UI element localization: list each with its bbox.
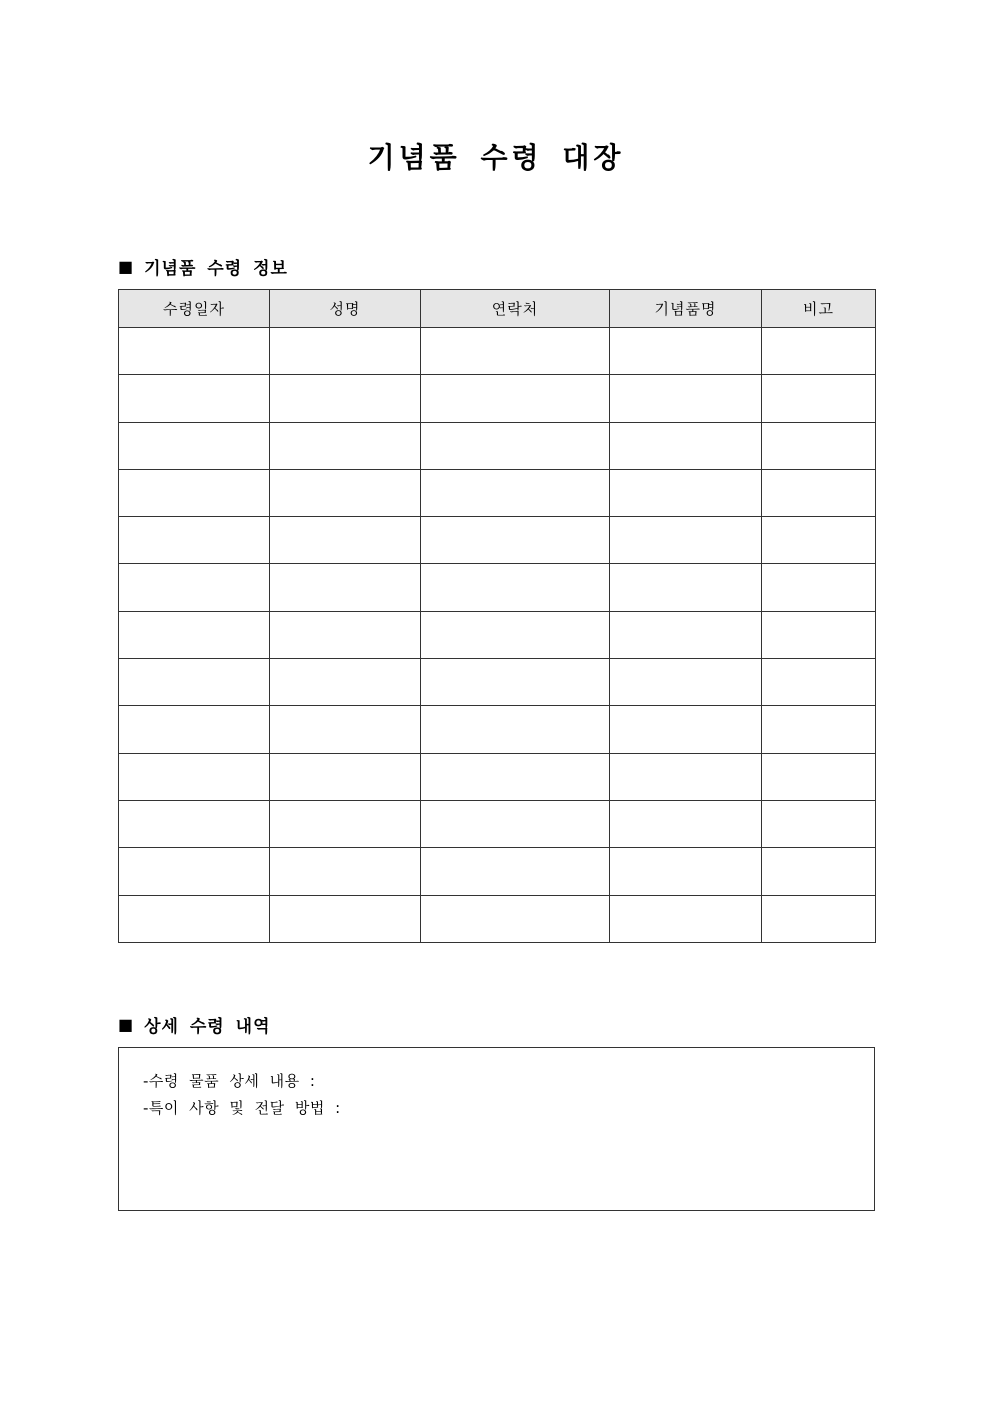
contact-cell[interactable] [421, 564, 610, 611]
contact-cell[interactable] [421, 800, 610, 847]
name-cell[interactable] [270, 375, 421, 422]
name-cell[interactable] [270, 422, 421, 469]
date-cell[interactable] [119, 517, 270, 564]
name-cell[interactable] [270, 848, 421, 895]
table-row [119, 422, 876, 469]
note-cell[interactable] [762, 659, 876, 706]
table-row [119, 328, 876, 375]
note-cell[interactable] [762, 328, 876, 375]
name-cell[interactable] [270, 659, 421, 706]
item-cell[interactable] [610, 848, 762, 895]
item-cell[interactable] [610, 328, 762, 375]
name-cell[interactable] [270, 706, 421, 753]
section-heading-label: 기념품 수령 정보 [144, 259, 288, 279]
header-item: 기념품명 [610, 290, 762, 328]
date-cell[interactable] [119, 800, 270, 847]
item-cell[interactable] [610, 706, 762, 753]
date-cell[interactable] [119, 469, 270, 516]
date-cell[interactable] [119, 659, 270, 706]
document-title: 기념품 수령 대장 [367, 141, 625, 174]
note-cell[interactable] [762, 753, 876, 800]
date-cell[interactable] [119, 611, 270, 658]
note-cell[interactable] [762, 706, 876, 753]
square-bullet-icon: ■ [118, 257, 135, 276]
date-cell[interactable] [119, 753, 270, 800]
table-row [119, 706, 876, 753]
item-cell[interactable] [610, 517, 762, 564]
date-cell[interactable] [119, 564, 270, 611]
note-cell[interactable] [762, 422, 876, 469]
header-contact: 연락처 [421, 290, 610, 328]
section-heading-details [118, 1012, 271, 1037]
contact-cell[interactable] [421, 517, 610, 564]
table-row [119, 800, 876, 847]
name-cell[interactable] [270, 517, 421, 564]
contact-cell[interactable] [421, 328, 610, 375]
contact-cell[interactable] [421, 753, 610, 800]
table-row [119, 375, 876, 422]
item-cell[interactable] [610, 375, 762, 422]
item-cell[interactable] [610, 753, 762, 800]
name-cell[interactable] [270, 800, 421, 847]
date-cell[interactable] [119, 848, 270, 895]
name-cell[interactable] [270, 564, 421, 611]
item-cell[interactable] [610, 422, 762, 469]
header-name: 성명 [270, 290, 421, 328]
note-cell[interactable] [762, 517, 876, 564]
note-cell[interactable] [762, 848, 876, 895]
note-cell[interactable] [762, 564, 876, 611]
table-row [119, 564, 876, 611]
date-cell[interactable] [119, 895, 270, 942]
receipt-ledger-table [118, 289, 876, 943]
table-row [119, 469, 876, 516]
date-cell[interactable] [119, 328, 270, 375]
table-row [119, 895, 876, 942]
date-cell[interactable] [119, 375, 270, 422]
table-header-row [119, 290, 876, 328]
date-cell[interactable] [119, 706, 270, 753]
table-row [119, 659, 876, 706]
name-cell[interactable] [270, 328, 421, 375]
details-box[interactable] [118, 1047, 875, 1211]
table-row [119, 611, 876, 658]
contact-cell[interactable] [421, 706, 610, 753]
section-heading-info [118, 254, 288, 279]
table-row [119, 517, 876, 564]
header-note: 비고 [762, 290, 876, 328]
note-cell[interactable] [762, 800, 876, 847]
square-bullet-icon: ■ [118, 1015, 135, 1034]
contact-cell[interactable] [421, 659, 610, 706]
name-cell[interactable] [270, 611, 421, 658]
contact-cell[interactable] [421, 422, 610, 469]
table-row [119, 753, 876, 800]
header-date: 수령일자 [119, 290, 270, 328]
item-cell[interactable] [610, 564, 762, 611]
name-cell[interactable] [270, 895, 421, 942]
note-cell[interactable] [762, 895, 876, 942]
item-cell[interactable] [610, 611, 762, 658]
table-row [119, 848, 876, 895]
contact-cell[interactable] [421, 469, 610, 516]
detail-line-notes: -특이 사항 및 전달 방법 : [143, 1099, 341, 1117]
item-cell[interactable] [610, 469, 762, 516]
section-heading-label: 상세 수령 내역 [144, 1017, 271, 1037]
note-cell[interactable] [762, 469, 876, 516]
contact-cell[interactable] [421, 375, 610, 422]
item-cell[interactable] [610, 895, 762, 942]
contact-cell[interactable] [421, 611, 610, 658]
note-cell[interactable] [762, 611, 876, 658]
item-cell[interactable] [610, 800, 762, 847]
detail-line-items: -수령 물품 상세 내용 : [143, 1072, 316, 1090]
item-cell[interactable] [610, 659, 762, 706]
name-cell[interactable] [270, 753, 421, 800]
table-body [119, 328, 876, 943]
name-cell[interactable] [270, 469, 421, 516]
date-cell[interactable] [119, 422, 270, 469]
contact-cell[interactable] [421, 895, 610, 942]
note-cell[interactable] [762, 375, 876, 422]
contact-cell[interactable] [421, 848, 610, 895]
